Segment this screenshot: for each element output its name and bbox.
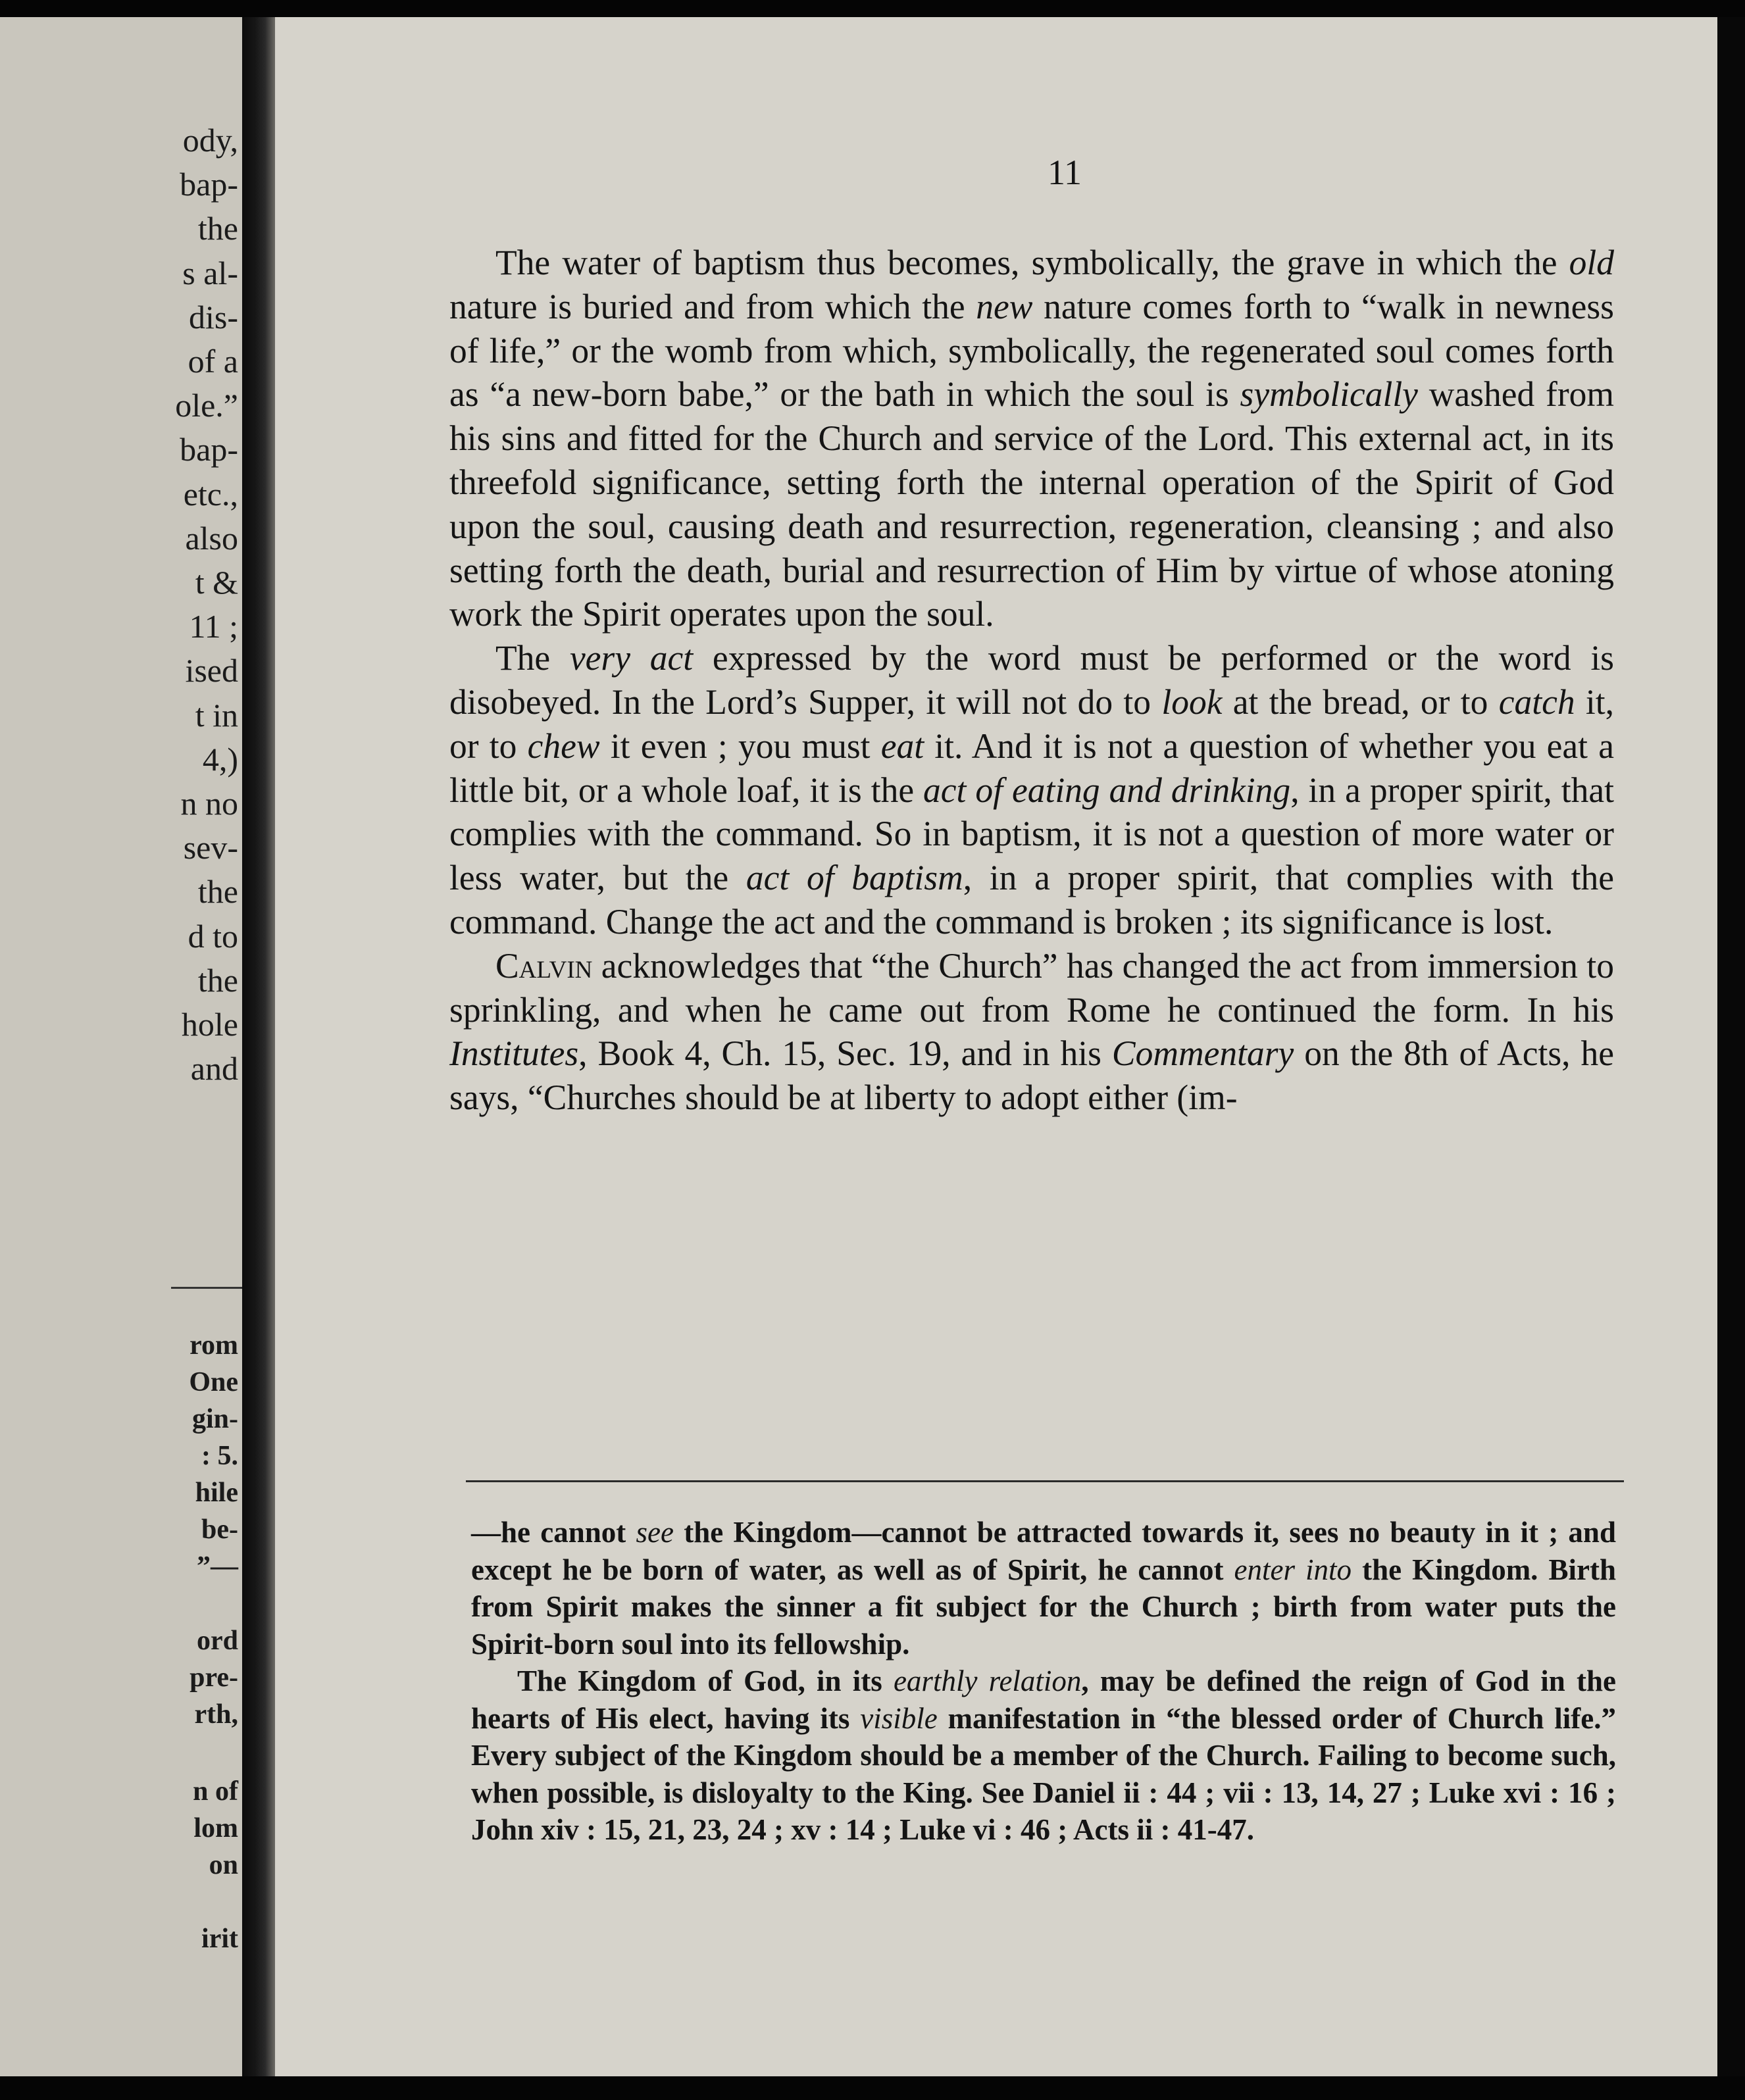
- footnote-divider: [466, 1480, 1624, 1482]
- book-gutter: [242, 17, 275, 2076]
- text-run: nature comes forth to “walk in newness of life,” or the womb from which, symbolically, the regenerated soul comes forth as “a new-born babe,” or the bath in which the soul is: [449, 286, 1614, 414]
- previous-page-footnote-fragment: lom: [193, 1813, 238, 1843]
- page-sheet: [275, 17, 1717, 2076]
- previous-page-footnote-fragment: n of: [193, 1776, 238, 1807]
- text-run: it, or to: [449, 682, 1615, 766]
- previous-page-footnote-fragment: on: [209, 1850, 238, 1880]
- text-run: see: [636, 1516, 674, 1549]
- previous-page-footnote-fragment: irit: [201, 1924, 238, 1954]
- text-run: The: [495, 638, 570, 678]
- text-run: nature is buried and from which the: [449, 286, 976, 326]
- previous-page-line-fragment: n no: [180, 785, 238, 822]
- previous-page-line-fragment: bap-: [180, 431, 238, 468]
- previous-page-line-fragment: d to: [188, 917, 238, 955]
- previous-page-footnote-rule: [171, 1287, 242, 1289]
- text-run: chew: [527, 726, 600, 766]
- footnote-paragraph: [471, 1514, 1616, 1663]
- previous-page-line-fragment: the: [197, 873, 238, 911]
- text-run: acknowledges that “the Church” has changed the act from immersion to sprinkling, and when he came out from Rome he continued the form. In his: [449, 945, 1614, 1030]
- page-number: 11: [1048, 153, 1082, 192]
- previous-page-footnote-fragment: hile: [195, 1478, 238, 1508]
- previous-page-footnote-fragment: pre-: [190, 1663, 238, 1693]
- main-text-body: [449, 241, 1614, 1120]
- body-paragraph: [449, 241, 1614, 636]
- text-run: , in a proper spirit, that complies with the command. Change the act and the command is broken ; its significance is lost.: [449, 858, 1614, 941]
- previous-page-footnote-fragment: rth,: [194, 1699, 238, 1730]
- body-paragraph: [449, 636, 1614, 944]
- previous-page-line-fragment: of a: [188, 343, 238, 380]
- previous-page-line-fragment: and: [190, 1050, 238, 1088]
- text-run: on the 8th of Acts, he says, “Churches should be at liberty to adopt either (im-: [449, 1034, 1614, 1118]
- text-run: symbolically: [1240, 374, 1418, 414]
- previous-page-line-fragment: ised: [185, 652, 238, 689]
- text-run: earthly relation: [893, 1664, 1082, 1697]
- text-run: enter into: [1234, 1553, 1352, 1586]
- previous-page-footnote-fragment: One: [189, 1367, 238, 1397]
- text-run: washed from his sins and fitted for the Church and service of the Lord. This external act, in its threefold significance, setting forth the internal operation of the Spirit of God upon the soul, causing death and resurrection, regeneration, cleansing ; and also setting forth the death, burial and resurrection of Him by virtue of whose atoning work the Spirit operates upon the soul.: [449, 374, 1614, 634]
- previous-page-line-fragment: 4,): [202, 740, 238, 778]
- previous-page-line-fragment: s al-: [182, 254, 238, 291]
- previous-page-line-fragment: bap-: [180, 166, 238, 203]
- previous-page-footnote-fragment: : 5.: [201, 1441, 238, 1471]
- text-run: at the bread, or to: [1222, 682, 1499, 722]
- text-run: Calvin: [495, 945, 593, 986]
- previous-page-line-fragment: t in: [195, 696, 238, 734]
- previous-page-line-fragment: ole.”: [175, 387, 238, 424]
- text-run: look: [1161, 682, 1223, 722]
- text-run: very act: [569, 638, 694, 678]
- footnote-paragraph: [471, 1663, 1616, 1849]
- text-run: the Kingdom. Birth from Spirit makes the sinner a fit subject for the Church ; birth from water puts the Spirit-born soul into its fellowship.: [471, 1553, 1616, 1661]
- previous-page-line-fragment: ody,: [182, 122, 238, 159]
- text-run: —he cannot: [471, 1516, 636, 1549]
- previous-page-line-fragment: the: [197, 210, 238, 247]
- text-run: expressed by the word must be performed or the word is disobeyed. In the Lord’s Supper, it will not do to: [449, 638, 1614, 722]
- text-run: act of eating and drinking: [923, 770, 1291, 810]
- text-run: it. And it is not a question of whether you eat a little bit, or a whole loaf, it is the: [449, 726, 1614, 810]
- previous-page-fragment: [0, 17, 242, 2076]
- text-run: visible: [860, 1701, 938, 1735]
- previous-page-line-fragment: 11 ;: [189, 608, 238, 645]
- previous-page-footnote-fragment: be-: [201, 1514, 238, 1545]
- text-run: act of baptism: [746, 858, 963, 898]
- scan-border-bottom: [0, 2076, 1745, 2100]
- previous-page-line-fragment: hole: [181, 1006, 238, 1043]
- text-run: new: [976, 286, 1033, 326]
- footnotes-section: [471, 1514, 1616, 1849]
- text-run: , in a proper spirit, that complies with the command. So in baptism, it is not a question of more water or less water, but the: [449, 770, 1614, 898]
- text-run: The Kingdom of God, in its: [517, 1664, 894, 1697]
- text-run: it even ; you must: [599, 726, 881, 766]
- text-run: Commentary: [1111, 1034, 1294, 1074]
- text-run: , Book 4, Ch. 15, Sec. 19, and in his: [578, 1034, 1112, 1074]
- previous-page-footnote-fragment: ord: [197, 1626, 238, 1656]
- previous-page-footnote-fragment: rom: [190, 1330, 238, 1361]
- text-run: old: [1569, 243, 1614, 282]
- text-run: The water of baptism thus becomes, symbolically, the grave in which the: [495, 243, 1569, 282]
- previous-page-line-fragment: dis-: [189, 298, 238, 336]
- previous-page-line-fragment: sev-: [183, 829, 238, 866]
- text-run: , may be defined the reign of God in the hearts of His elect, having its: [471, 1664, 1616, 1735]
- previous-page-line-fragment: also: [185, 519, 238, 557]
- previous-page-footnote-fragment: ”—: [197, 1551, 238, 1582]
- text-run: Institutes: [449, 1034, 579, 1074]
- text-run: the Kingdom—cannot be attracted towards it, sees no beauty in it ; and except he be born of water, as well as of Spirit, he cannot: [471, 1516, 1616, 1586]
- previous-page-line-fragment: etc.,: [183, 475, 238, 512]
- text-run: eat: [880, 726, 924, 766]
- previous-page-footnote-fragment: gin-: [191, 1404, 238, 1434]
- scan-border-top: [0, 0, 1745, 17]
- body-paragraph: [449, 944, 1614, 1120]
- previous-page-line-fragment: t &: [195, 564, 238, 601]
- scan-border-right: [1717, 17, 1745, 2076]
- previous-page-line-fragment: the: [197, 961, 238, 999]
- text-run: catch: [1498, 682, 1575, 722]
- text-run: manifestation in “the blessed order of Church life.” Every subject of the Kingdom should be a member of the Church. Failing to become such, when possible, is disloyalty to the King. See Daniel ii : 44 ; vii : 13, 14, 27 ; Luke xvi : 16 ; John xiv : 15, 21, 23, 24 ; xv : 14 ; Luke vi : 46 ; Acts ii : 41-47.: [471, 1701, 1616, 1846]
